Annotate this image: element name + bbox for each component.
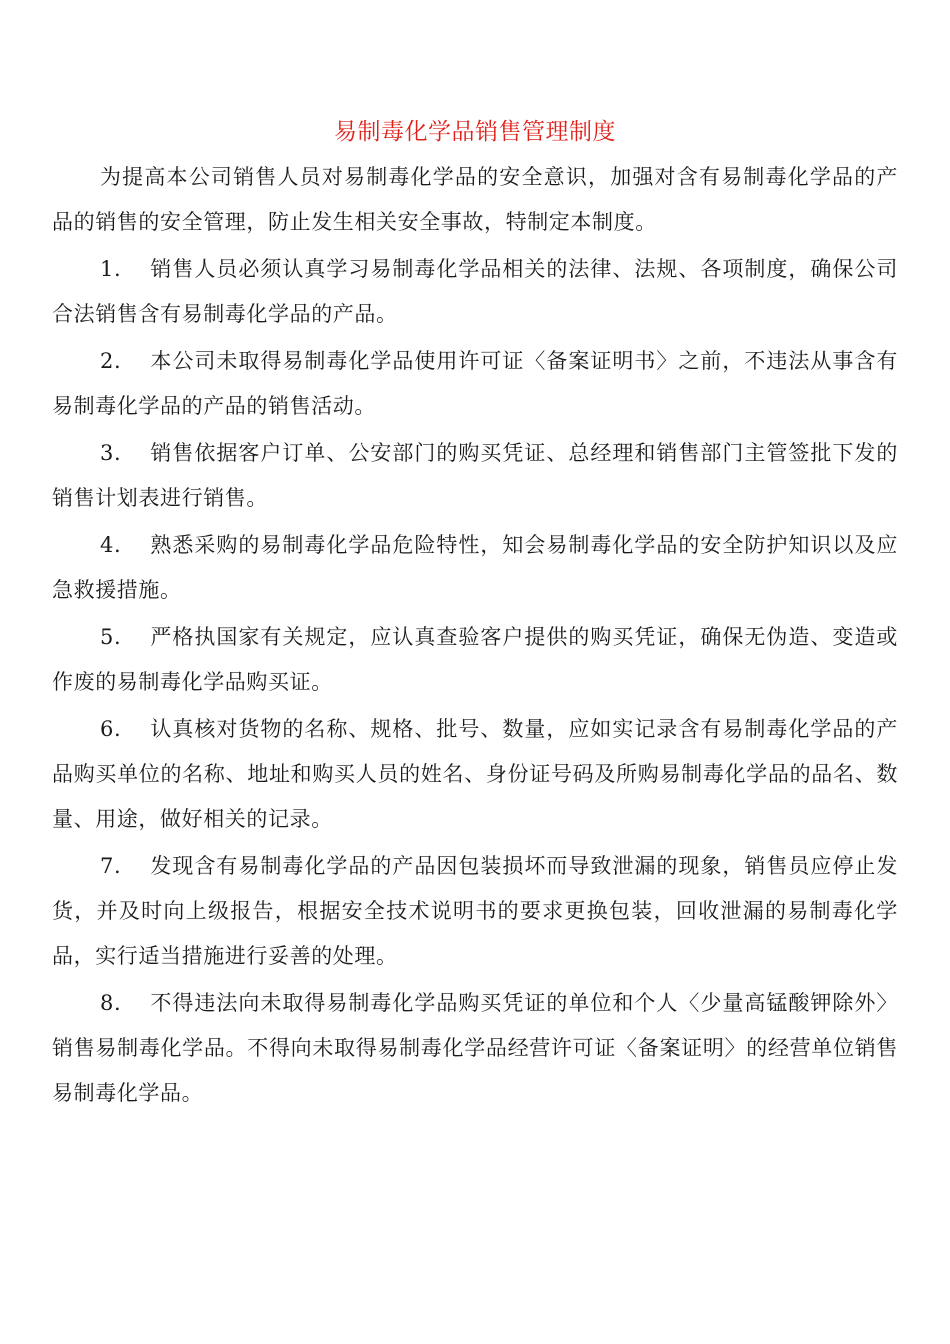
item-number: 7.: [100, 854, 122, 878]
item-number: 3.: [100, 441, 122, 465]
list-item: [52, 981, 898, 1116]
item-number: 5.: [100, 625, 122, 649]
list-item: [52, 844, 898, 979]
list-item: [52, 431, 898, 521]
intro-paragraph: 为提高本公司销售人员对易制毒化学品的安全意识，加强对含有易制毒化学品的产品的销售的安全管理，防止发生相关安全事故，特制定本制度。: [52, 165, 898, 234]
item-text: 发现含有易制毒化学品的产品因包装损坏而导致泄漏的现象，销售员应停止发货，并及时向上级报告，根据安全技术说明书的要求更换包装，回收泄漏的易制毒化学品，实行适当措施进行妥善的处理。: [52, 854, 898, 968]
item-number: 4.: [100, 533, 122, 557]
list-item: [52, 707, 898, 842]
list-item: [52, 615, 898, 705]
list-item: [52, 247, 898, 337]
item-text: 销售人员必须认真学习易制毒化学品相关的法律、法规、各项制度，确保公司合法销售含有易制毒化学品的产品。: [52, 257, 898, 326]
document-title: 易制毒化学品销售管理制度: [334, 119, 616, 145]
item-number: 2.: [100, 349, 122, 373]
item-text: 不得违法向未取得易制毒化学品购买凭证的单位和个人〈少量高锰酸钾除外〉销售易制毒化学品。不得向未取得易制毒化学品经营许可证〈备案证明〉的经营单位销售易制毒化学品。: [52, 991, 898, 1105]
item-number: 6.: [100, 717, 122, 741]
document-page: [52, 112, 898, 1118]
item-number: 8.: [100, 991, 122, 1015]
item-text: 熟悉采购的易制毒化学品危险特性，知会易制毒化学品的安全防护知识以及应急救援措施。: [52, 533, 898, 602]
list-item: [52, 523, 898, 613]
item-text: 本公司未取得易制毒化学品使用许可证〈备案证明书〉之前，不违法从事含有易制毒化学品的产品的销售活动。: [52, 349, 898, 418]
item-text: 严格执国家有关规定，应认真查验客户提供的购买凭证，确保无伪造、变造或作废的易制毒化学品购买证。: [52, 625, 898, 694]
item-number: 1.: [100, 257, 122, 281]
item-text: 认真核对货物的名称、规格、批号、数量，应如实记录含有易制毒化学品的产品购买单位的名称、地址和购买人员的姓名、身份证号码及所购易制毒化学品的品名、数量、用途，做好相关的记录。: [52, 717, 898, 831]
item-text: 销售依据客户订单、公安部门的购买凭证、总经理和销售部门主管签批下发的销售计划表进行销售。: [52, 441, 898, 510]
list-item: [52, 339, 898, 429]
